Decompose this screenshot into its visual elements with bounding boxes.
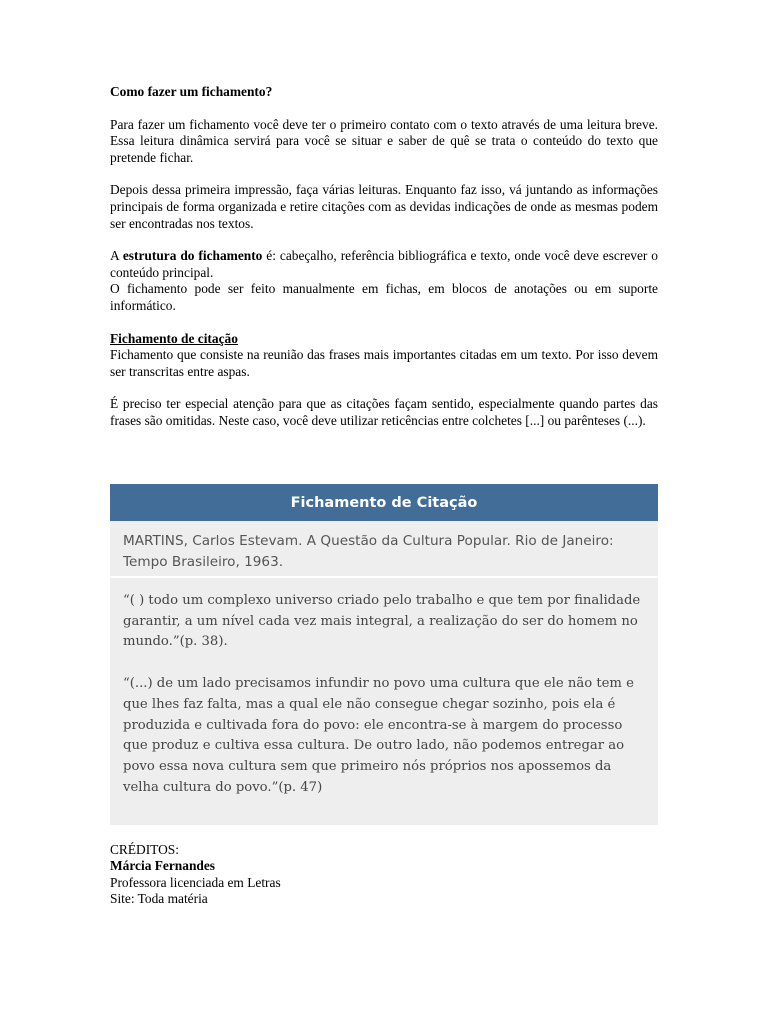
- credits-label: CRÉDITOS:: [110, 842, 179, 857]
- figure-quote-2: “(...) de um lado precisamos infundir no povo uma cultura que ele não tem e que lhes faz falta, mas a qual ele não consegue chegar sozinho, pois ela é produzida e cultivada fora do povo: ele encontra-se à margem do processo que produz e cultiva essa cultura. De outro lado, não podemos entregar ao povo essa nova cultura sem que primeiro nós próprios nos apossemos da velha cultura do povo.”(p. 47): [123, 676, 634, 795]
- structure-prefix: A: [110, 248, 123, 264]
- paragraph-attention: É preciso ter especial atenção para que as citações façam sentido, especialmente quando partes das frases são omitidas. Neste caso, você deve utilizar reticências entre colchetes [...] ou parênteses (...).: [110, 396, 658, 428]
- structure-rest: é: cabeçalho, referência bibliográfica e texto, onde você deve escrever o conteúdo principal.: [110, 248, 658, 280]
- document-body: [110, 84, 658, 430]
- document-title: Como fazer um fichamento?: [110, 84, 273, 99]
- paragraph-structure: [110, 248, 658, 281]
- paragraph-readings: Depois dessa primeira impressão, faça várias leituras. Enquanto faz isso, vá juntando as informações principais de forma organizada e retire citações com as devidas indicações de onde as mesmas podem ser encontradas nos textos.: [110, 182, 658, 231]
- credits-author-role: Professora licenciada em Letras: [110, 874, 281, 890]
- figure-quote-1: “( ) todo um complexo universo criado pelo trabalho e que tem por finalidade garantir, a um nível cada vez mais integral, a realização do ser do homem no mundo.”(p. 38).: [123, 593, 641, 650]
- structure-bold-term: estrutura do fichamento: [122, 248, 263, 264]
- credits-site: Site: Toda matéria: [110, 891, 208, 907]
- figure-reference: MARTINS, Carlos Estevam. A Questão da Cultura Popular. Rio de Janeiro: Tempo Brasileiro, 1963.: [110, 521, 658, 578]
- paragraph-intro: Para fazer um fichamento você deve ter o primeiro contato com o texto através de uma leitura breve. Essa leitura dinâmica servirá para você se situar e saber de quê se trata o conteúdo do texto que pretende fichar.: [110, 116, 658, 165]
- citation-figure: [110, 484, 658, 825]
- figure-quotes: [110, 578, 658, 798]
- figure-header: Fichamento de Citação: [110, 484, 658, 521]
- credits-block: [110, 842, 658, 908]
- credits-author-name: Márcia Fernandes: [110, 858, 215, 874]
- paragraph-citation-definition: Fichamento que consiste na reunião das frases mais importantes citadas em um texto. Por isso devem ser transcritas entre aspas.: [110, 347, 658, 379]
- section-heading: Fichamento de citação: [110, 330, 238, 346]
- paragraph-media: O fichamento pode ser feito manualmente em fichas, em blocos de anotações ou em suporte informático.: [110, 281, 658, 313]
